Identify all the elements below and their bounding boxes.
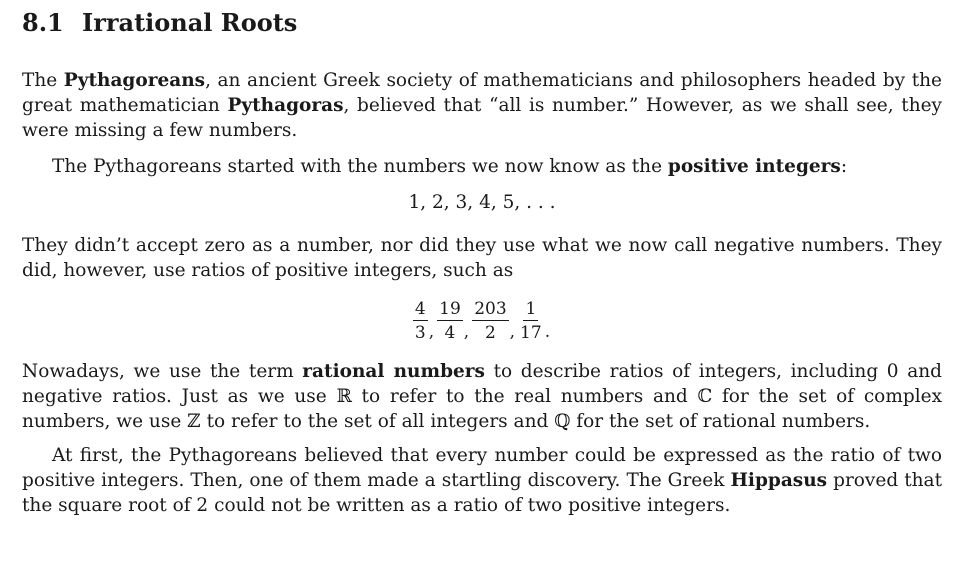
fraction-denominator: 3 [414, 323, 426, 343]
fraction [472, 299, 508, 343]
fraction-numerator: 19 [439, 299, 461, 319]
text-run: Nowadays, we use the term [22, 361, 303, 382]
text-run: : [840, 156, 848, 177]
symbol-reals: ℝ [336, 386, 352, 407]
symbol-integers: ℤ [187, 411, 201, 432]
fraction [518, 299, 544, 343]
text-run: for the set of rational numbers. [570, 411, 871, 432]
text-run: They didn’t accept zero as a number, nor did they use what we now call negative numbers. They did, however, use ratios of positive integers, such as [22, 235, 942, 281]
term-pythagoreans: Pythagoreans [63, 70, 206, 91]
section-title: Irrational Roots [82, 8, 298, 37]
symbol-rationals: ℚ [554, 411, 571, 432]
text-run: to refer to the real numbers and [351, 386, 698, 407]
fraction-numerator: 1 [525, 299, 537, 319]
section-number: 8.1 [22, 8, 64, 37]
section-heading [22, 8, 942, 38]
fraction-numerator: 203 [474, 299, 507, 319]
text-run: At first, the Pythagoreans believed that every number could be expressed as the ratio of two positive integers. Then, one of them made a startling discovery. The Greek [22, 445, 942, 491]
paragraph-rational-numbers [22, 359, 942, 434]
paragraph-ratios [22, 233, 942, 283]
text-run: The [22, 70, 64, 91]
fraction-denominator: 17 [520, 323, 542, 343]
fraction-terminator: . [544, 322, 551, 342]
text-run: The Pythagoreans started with the numbers we now know as the [52, 156, 668, 177]
fraction-numerator: 4 [414, 299, 426, 319]
fraction-separator: , [463, 322, 470, 342]
term-pythagoras: Pythagoras [227, 95, 344, 116]
text-run: , an ancient Greek society of mathematicians and philosophers headed by the great mathematician [22, 70, 942, 116]
text-run: for the set of complex numbers, we use [22, 386, 942, 432]
fraction [437, 299, 463, 343]
text-run: to describe ratios of integers, including 0 and negative ratios. Just as we use [22, 361, 942, 407]
fraction-separator: , [509, 322, 516, 342]
term-positive-integers: positive integers [667, 156, 841, 177]
display-integer-sequence: 1, 2, 3, 4, 5, . . . [408, 192, 556, 213]
fraction-separator: , [428, 322, 435, 342]
text-run: to refer to the set of all integers and [200, 411, 555, 432]
fraction [413, 299, 428, 343]
paragraph-hippasus [22, 443, 942, 518]
text-run: proved that the square root of 2 could not be written as a ratio of two positive integers. [22, 470, 943, 516]
paragraph-pythagoreans-intro [22, 68, 942, 143]
symbol-complex: ℂ [697, 386, 713, 407]
fraction-denominator: 2 [485, 323, 496, 343]
fraction-denominator: 4 [444, 323, 456, 343]
term-rational-numbers: rational numbers [302, 361, 485, 382]
display-fractions [22, 295, 942, 347]
paragraph-positive-integers [22, 154, 942, 179]
text-run: , believed that “all is number.” However, as we shall see, they were missing a few numbers. [22, 95, 943, 141]
term-hippasus: Hippasus [730, 470, 828, 491]
